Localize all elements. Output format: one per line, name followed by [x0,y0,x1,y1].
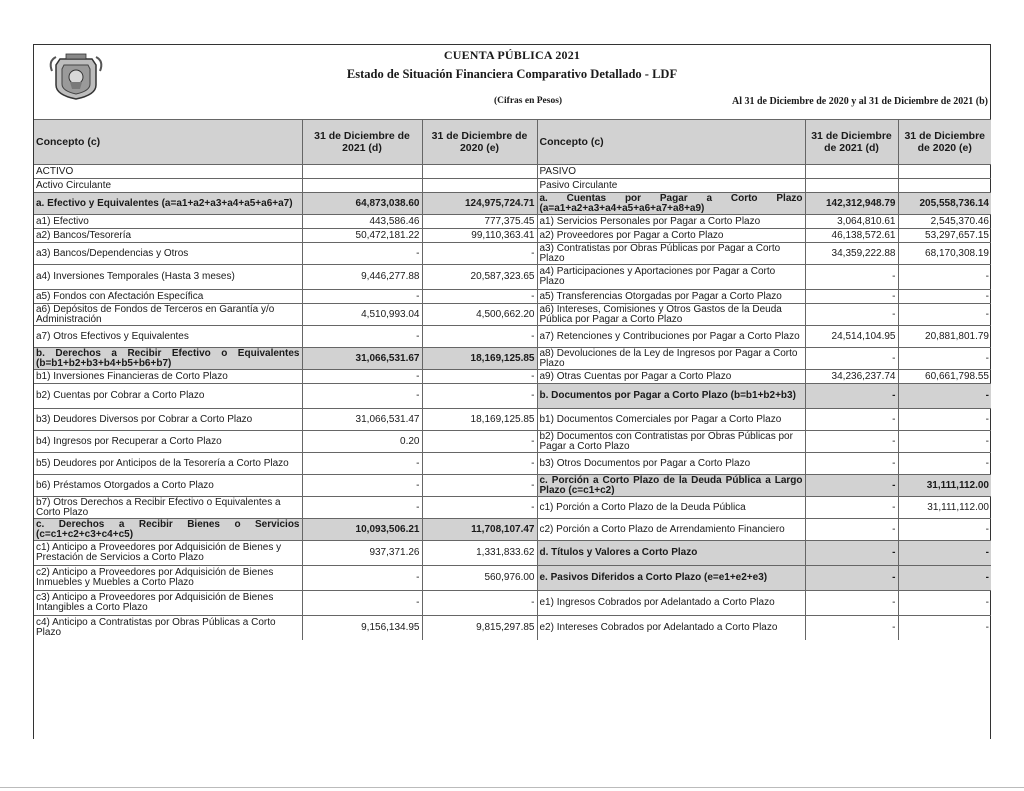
concepto-left: b6) Préstamos Otorgados a Corto Plazo [34,475,302,497]
value-2020-right: - [898,453,991,475]
value-2020-right: - [898,348,991,370]
value-2021-left: 64,873,038.60 [302,193,422,215]
value-2020-right: - [898,541,991,566]
table-row [34,384,991,409]
concepto-right: e1) Ingresos Cobrados por Adelantado a Corto Plazo [537,591,805,616]
header-concepto-right: Concepto (c) [537,120,805,165]
value-2020-left: 560,976.00 [422,566,537,591]
table-row [34,591,991,616]
value-2021-left: 0.20 [302,431,422,453]
value-2021-right: - [805,384,898,409]
table-row [34,541,991,566]
concepto-right: c1) Porción a Corto Plazo de la Deuda Pública [537,497,805,519]
value-2021-left: - [302,475,422,497]
concepto-right: e. Pasivos Diferidos a Corto Plazo (e=e1+e2+e3) [537,566,805,591]
value-2021-left [302,165,422,179]
concepto-right: a. Cuentas por Pagar a Corto Plazo (a=a1+a2+a3+a4+a5+a6+a7+a8+a9) [537,193,805,215]
value-2021-right: 34,359,222.88 [805,243,898,265]
table-header-row [34,120,991,165]
table-row [34,497,991,519]
table-row [34,193,991,215]
header-2020-left: 31 de Diciembre de 2020 (e) [422,120,537,165]
value-2020-left: 18,169,125.85 [422,348,537,370]
value-2020-right: 60,661,798.55 [898,370,991,384]
value-2021-left: - [302,566,422,591]
concepto-left: c. Derechos a Recibir Bienes o Servicios (c=c1+c2+c3+c4+c5) [34,519,302,541]
value-2021-left: - [302,290,422,304]
financial-table [34,119,991,640]
value-2021-left: 9,156,134.95 [302,616,422,641]
value-2020-right: - [898,591,991,616]
value-2021-left: 31,066,531.47 [302,409,422,431]
table-row [34,409,991,431]
value-2020-left: - [422,497,537,519]
value-2021-right: - [805,475,898,497]
document-page [33,44,991,739]
value-2020-left: - [422,290,537,304]
value-2020-right: - [898,384,991,409]
value-2021-left: - [302,453,422,475]
value-2021-right: - [805,566,898,591]
value-2020-right: 2,545,370.46 [898,215,991,229]
table-row [34,179,991,193]
header-concepto-left: Concepto (c) [34,120,302,165]
table-row [34,475,991,497]
value-2020-right: - [898,616,991,641]
concepto-right: a9) Otras Cuentas por Pagar a Corto Plazo [537,370,805,384]
concepto-left: Activo Circulante [34,179,302,193]
value-2020-right: 31,111,112.00 [898,475,991,497]
value-2020-right: - [898,566,991,591]
value-2020-left: 11,708,107.47 [422,519,537,541]
value-2020-right: - [898,304,991,326]
value-2020-left: - [422,453,537,475]
page-bottom-rule [0,787,1024,788]
concepto-left: a7) Otros Efectivos y Equivalentes [34,326,302,348]
value-2021-right: 34,236,237.74 [805,370,898,384]
value-2020-left: 777,375.45 [422,215,537,229]
value-2020-left: - [422,370,537,384]
header-2020-right: 31 de Diciembre de 2020 (e) [898,120,991,165]
report-period: Al 31 de Diciembre de 2020 y al 31 de Diciembre de 2021 (b) [732,96,988,107]
concepto-left: b1) Inversiones Financieras de Corto Plazo [34,370,302,384]
value-2020-right: 205,558,736.14 [898,193,991,215]
value-2020-right: - [898,409,991,431]
value-2021-left: - [302,384,422,409]
value-2021-right: - [805,541,898,566]
concepto-right: a8) Devoluciones de la Ley de Ingresos por Pagar a Corto Plazo [537,348,805,370]
concepto-right: Pasivo Circulante [537,179,805,193]
value-2021-right: 24,514,104.95 [805,326,898,348]
value-2021-right: - [805,348,898,370]
value-2021-right: 142,312,948.79 [805,193,898,215]
table-row [34,290,991,304]
currency-note: (Cifras en Pesos) [494,96,563,106]
value-2020-right: 31,111,112.00 [898,497,991,519]
value-2020-right: - [898,265,991,290]
value-2021-left [302,179,422,193]
concepto-left: c3) Anticipo a Proveedores por Adquisición de Bienes Intangibles a Corto Plazo [34,591,302,616]
value-2021-right: 3,064,810.61 [805,215,898,229]
concepto-left: b4) Ingresos por Recuperar a Corto Plazo [34,431,302,453]
value-2020-left: 1,331,833.62 [422,541,537,566]
concepto-left: a3) Bancos/Dependencias y Otros [34,243,302,265]
value-2021-right: - [805,431,898,453]
document-header [34,45,990,119]
value-2020-left: 18,169,125.85 [422,409,537,431]
value-2021-left: 4,510,993.04 [302,304,422,326]
header-2021-left: 31 de Diciembre de 2021 (d) [302,120,422,165]
value-2020-right: 53,297,657.15 [898,229,991,243]
value-2020-right: 20,881,801.79 [898,326,991,348]
value-2020-left: 99,110,363.41 [422,229,537,243]
concepto-left: a6) Depósitos de Fondos de Terceros en Garantía y/o Administración [34,304,302,326]
concepto-left: a5) Fondos con Afectación Específica [34,290,302,304]
value-2021-right: - [805,265,898,290]
value-2021-left: - [302,370,422,384]
table-row [34,431,991,453]
concepto-left: c2) Anticipo a Proveedores por Adquisición de Bienes Inmuebles y Muebles a Corto Plazo [34,566,302,591]
value-2021-left: 10,093,506.21 [302,519,422,541]
value-2020-right: 68,170,308.19 [898,243,991,265]
value-2021-right: 46,138,572.61 [805,229,898,243]
value-2021-right [805,165,898,179]
table-row [34,348,991,370]
concepto-right: b2) Documentos con Contratistas por Obras Públicas por Pagar a Corto Plazo [537,431,805,453]
value-2021-left: 9,446,277.88 [302,265,422,290]
concepto-left: ACTIVO [34,165,302,179]
concepto-right: c. Porción a Corto Plazo de la Deuda Pública a Largo Plazo (c=c1+c2) [537,475,805,497]
concepto-left: c1) Anticipo a Proveedores por Adquisición de Bienes y Prestación de Servicios a Corto Plazo [34,541,302,566]
concepto-left: b7) Otros Derechos a Recibir Efectivo o Equivalentes a Corto Plazo [34,497,302,519]
concepto-right: a1) Servicios Personales por Pagar a Corto Plazo [537,215,805,229]
value-2020-left: - [422,384,537,409]
table-row [34,215,991,229]
value-2021-left: 443,586.46 [302,215,422,229]
value-2020-left: 124,975,724.71 [422,193,537,215]
value-2021-right: - [805,290,898,304]
value-2020-right [898,179,991,193]
concepto-right: b3) Otros Documentos por Pagar a Corto Plazo [537,453,805,475]
value-2020-left: - [422,591,537,616]
value-2020-left: 20,587,323.65 [422,265,537,290]
value-2021-right: - [805,409,898,431]
value-2020-right [898,165,991,179]
concepto-right: PASIVO [537,165,805,179]
concepto-right: e2) Intereses Cobrados por Adelantado a Corto Plazo [537,616,805,641]
value-2021-right: - [805,453,898,475]
header-2021-right: 31 de Diciembre de 2021 (d) [805,120,898,165]
value-2020-left: - [422,243,537,265]
concepto-left: b2) Cuentas por Cobrar a Corto Plazo [34,384,302,409]
table-row [34,370,991,384]
value-2020-left: - [422,431,537,453]
value-2020-left: - [422,475,537,497]
value-2021-right: - [805,616,898,641]
concepto-left: b3) Deudores Diversos por Cobrar a Corto Plazo [34,409,302,431]
concepto-right: a3) Contratistas por Obras Públicas por Pagar a Corto Plazo [537,243,805,265]
value-2021-right [805,179,898,193]
table-row [34,566,991,591]
value-2020-left: 4,500,662.20 [422,304,537,326]
value-2021-left: 50,472,181.22 [302,229,422,243]
concepto-right: d. Títulos y Valores a Corto Plazo [537,541,805,566]
concepto-left: b. Derechos a Recibir Efectivo o Equivalentes (b=b1+b2+b3+b4+b5+b6+b7) [34,348,302,370]
value-2020-left [422,165,537,179]
table-row [34,326,991,348]
concepto-right: a4) Participaciones y Aportaciones por Pagar a Corto Plazo [537,265,805,290]
value-2021-right: - [805,497,898,519]
table-row [34,229,991,243]
concepto-right: a5) Transferencias Otorgadas por Pagar a Corto Plazo [537,290,805,304]
concepto-right: b1) Documentos Comerciales por Pagar a Corto Plazo [537,409,805,431]
concepto-right: a2) Proveedores por Pagar a Corto Plazo [537,229,805,243]
value-2020-right: - [898,519,991,541]
concepto-left: b5) Deudores por Anticipos de la Tesorería a Corto Plazo [34,453,302,475]
value-2020-left: 9,815,297.85 [422,616,537,641]
value-2020-right: - [898,290,991,304]
report-title: CUENTA PÚBLICA 2021 [443,48,581,62]
concepto-left: a. Efectivo y Equivalentes (a=a1+a2+a3+a4+a5+a6+a7) [34,193,302,215]
value-2021-left: 31,066,531.67 [302,348,422,370]
value-2021-left: - [302,243,422,265]
value-2020-right: - [898,431,991,453]
value-2021-left: - [302,497,422,519]
table-row [34,165,991,179]
concepto-left: a1) Efectivo [34,215,302,229]
value-2021-right: - [805,591,898,616]
table-row [34,243,991,265]
concepto-left: a2) Bancos/Tesorería [34,229,302,243]
value-2020-left [422,179,537,193]
concepto-right: a7) Retenciones y Contribuciones por Pagar a Corto Plazo [537,326,805,348]
value-2021-left: - [302,591,422,616]
concepto-right: b. Documentos por Pagar a Corto Plazo (b=b1+b2+b3) [537,384,805,409]
concepto-right: a6) Intereses, Comisiones y Otros Gastos de la Deuda Pública por Pagar a Corto Plazo [537,304,805,326]
concepto-left: a4) Inversiones Temporales (Hasta 3 meses) [34,265,302,290]
concepto-left: c4) Anticipo a Contratistas por Obras Públicas a Corto Plazo [34,616,302,641]
concepto-right: c2) Porción a Corto Plazo de Arrendamiento Financiero [537,519,805,541]
value-2021-left: - [302,326,422,348]
table-row [34,304,991,326]
value-2021-left: 937,371.26 [302,541,422,566]
table-row [34,265,991,290]
table-row [34,519,991,541]
table-row [34,616,991,641]
table-row [34,453,991,475]
report-subtitle: Estado de Situación Financiera Comparativo Detallado - LDF [346,67,678,81]
value-2021-right: - [805,304,898,326]
value-2020-left: - [422,326,537,348]
value-2021-right: - [805,519,898,541]
